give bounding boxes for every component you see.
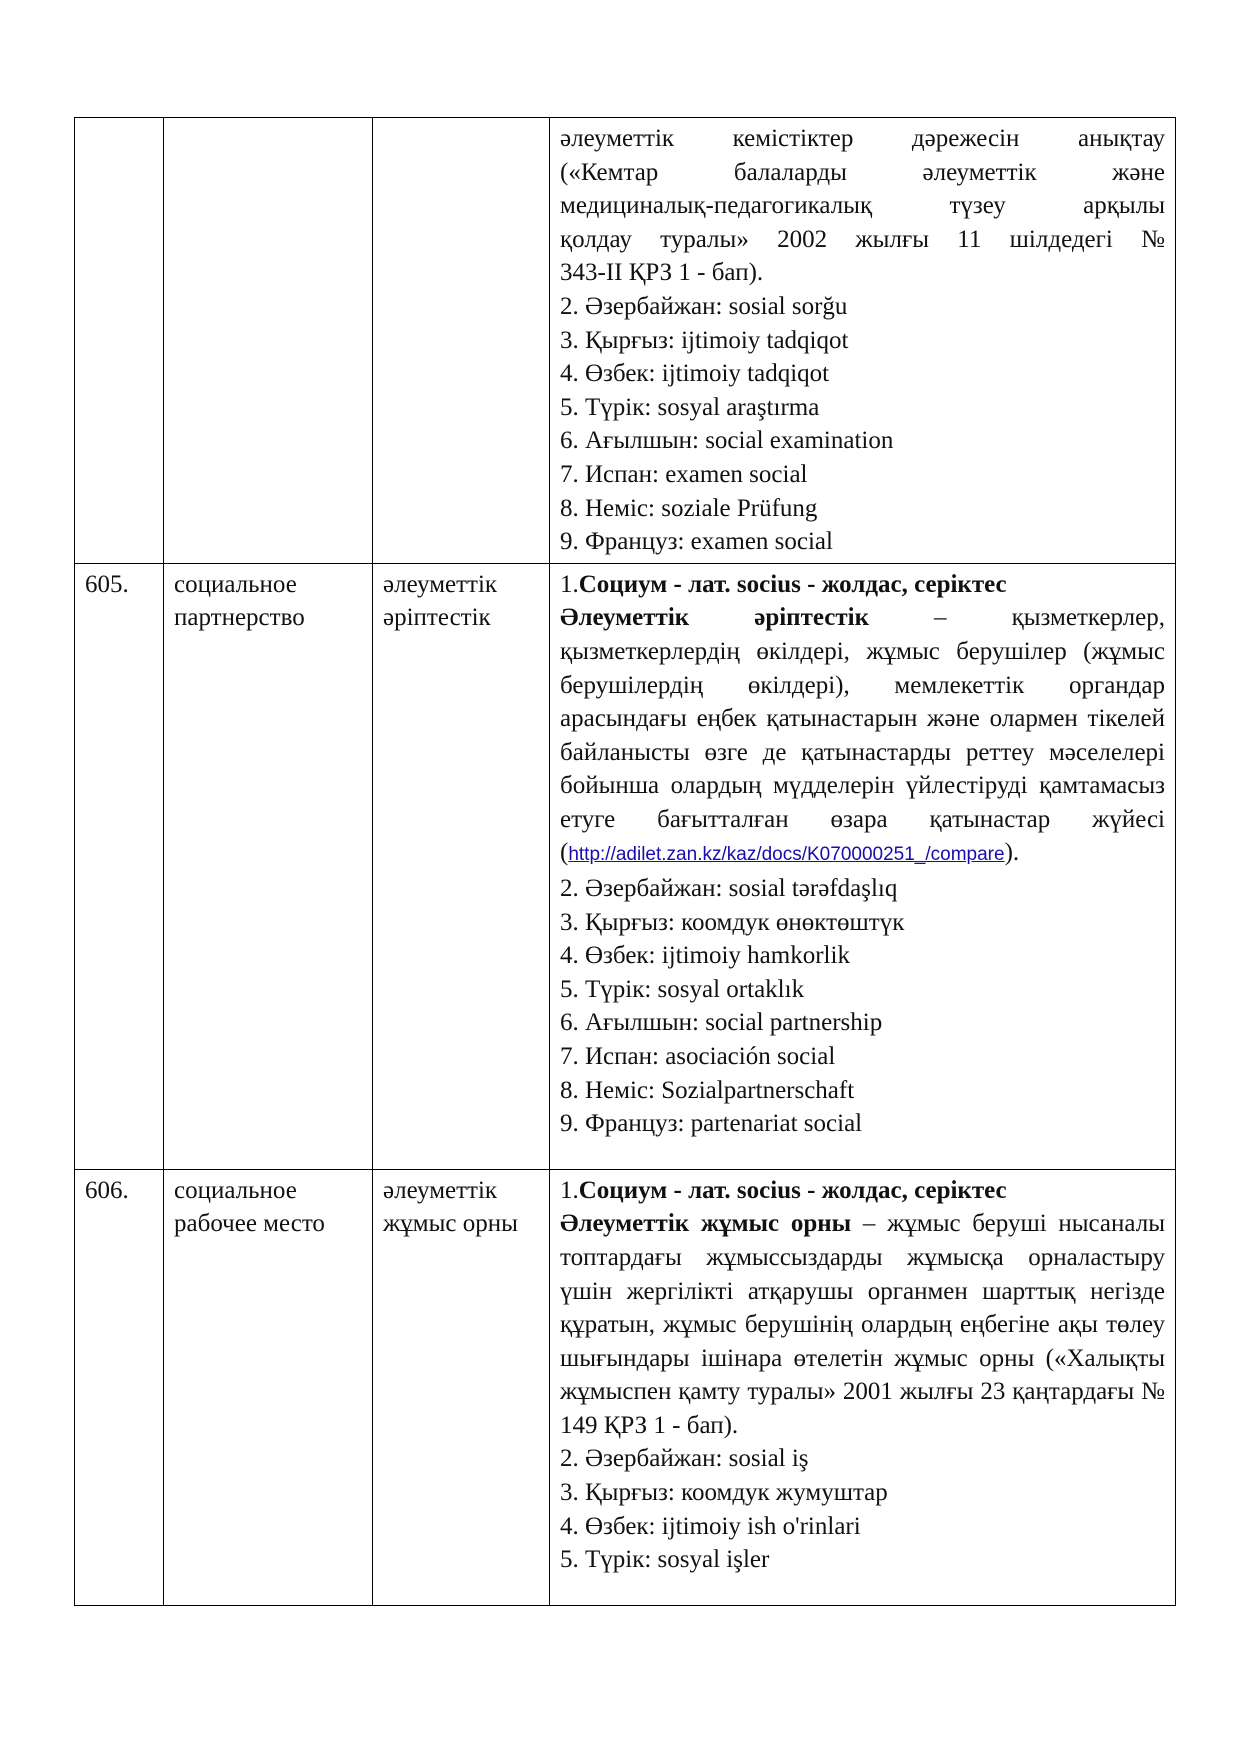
definition-cell [550,1169,1176,1605]
kazakh-term: әлеуметтік әріптестік [373,563,550,1169]
russian-term: социальное рабочее место [164,1169,373,1605]
translation-item: 9. Француз: examen social [560,528,833,556]
definition-line: әлеуметтік кемістіктер дәрежесін анықтау [560,125,1165,152]
translation-item: 4. Өзбек: ijtimoiy ish o'rinlari [560,1512,861,1540]
translation-item: 2. Әзербайжан: sosial iş [560,1445,809,1473]
translation-item: 6. Ағылшын: social partnership [560,1009,883,1037]
translation-item: 4. Өзбек: ijtimoiy tadqiqot [560,360,830,388]
defined-term: Әлеуметтік жұмыс орны [560,1210,852,1238]
definition-cell [550,118,1176,564]
etymology: 1.Социум - лат. socius - жолдас, серіктес [560,570,1007,598]
entry-number: 605. [75,563,164,1169]
translation-item: 7. Испан: examen social [560,460,808,488]
russian-term-cell [164,118,373,564]
definition-line: 343-ІІ ҚРЗ 1 - бап). [560,259,764,287]
translation-item: 8. Неміс: Sozialpartnerschaft [560,1076,855,1104]
definition-line: медициналық-педагогикалық түзеу арқылы [560,192,1165,220]
table-row [75,1169,1176,1605]
translation-item: 7. Испан: asociación social [560,1043,836,1071]
kazakh-term-cell [373,118,550,564]
translation-item: 2. Әзербайжан: sosial sorğu [560,292,848,320]
kazakh-term: әлеуметтік жұмыс орны [373,1169,550,1605]
number-cell [75,118,164,564]
translation-item: 9. Француз: partenariat social [560,1110,863,1138]
translation-item: 6. Ағылшын: social examination [560,427,894,455]
translation-item: 5. Түрік: sosyal işler [560,1546,770,1574]
translation-item: 5. Түрік: sosyal araştırma [560,393,820,421]
translation-item: 2. Әзербайжан: sosial tərəfdaşlıq [560,875,898,903]
source-link[interactable]: http://adilet.zan.kz/kaz/docs/K070000251_/compare [568,844,1005,866]
translation-item: 4. Өзбек: ijtimoiy hamkorlik [560,942,850,970]
translation-item: 3. Қырғыз: коомдук өнөктөштүк [560,908,905,936]
definition-text: Әлеуметтік жұмыс орны – жұмыс беруші нысаналы топтардағы жұмыссыздарды жұмысқа орналастыру үшін жергілікті атқарушы органмен шарттық негізде құратын, жұмыс берушінің олардың еңбегіне ақы төлеу шығындары ішінара өтелетін жұмыс орны («Халықты жұмыспен қамту туралы» 2001 жылғы 23 қаңтардағы № 149 ҚРЗ 1 - бап). [560,1210,1165,1439]
defined-term: Әлеуметтік әріптестік [560,604,869,632]
glossary-table [74,117,1176,1606]
definition-line: («Кемтар балаларды әлеуметтік және [560,158,1165,186]
definition-text: Әлеуметтік әріптестік – қызметкерлер, қызметкерлердің өкілдері, жұмыс берушілер (жұмыс берушілердің өкілдері), мемлекеттік органдар арасындағы еңбек қатынастарын және олармен тікелей байланысты өзге де қатынастарды реттеу мәселелері бойынша олардың мүдделерін үйлестіруді қамтамасыз етуге бағытталған өзара қатынастар жүйесі (http://adilet.zan.kz/kaz/docs/K070000251_/compare). [560,604,1165,867]
etymology: 1.Социум - лат. socius - жолдас, серіктес [560,1176,1007,1204]
definition-line: қолдау туралы» 2002 жылғы 11 шілдедегі № [560,225,1165,253]
table-row [75,563,1176,1169]
translation-item: 8. Неміс: soziale Prüfung [560,494,818,522]
translation-item: 3. Қырғыз: ijtimoiy tadqiqot [560,326,849,354]
definition-cell [550,563,1176,1169]
table-row [75,118,1176,564]
translation-item: 5. Түрік: sosyal ortaklık [560,975,805,1003]
russian-term: социальное партнерство [164,563,373,1169]
translation-item: 3. Қырғыз: коомдук жумуштар [560,1479,888,1507]
entry-number: 606. [75,1169,164,1605]
